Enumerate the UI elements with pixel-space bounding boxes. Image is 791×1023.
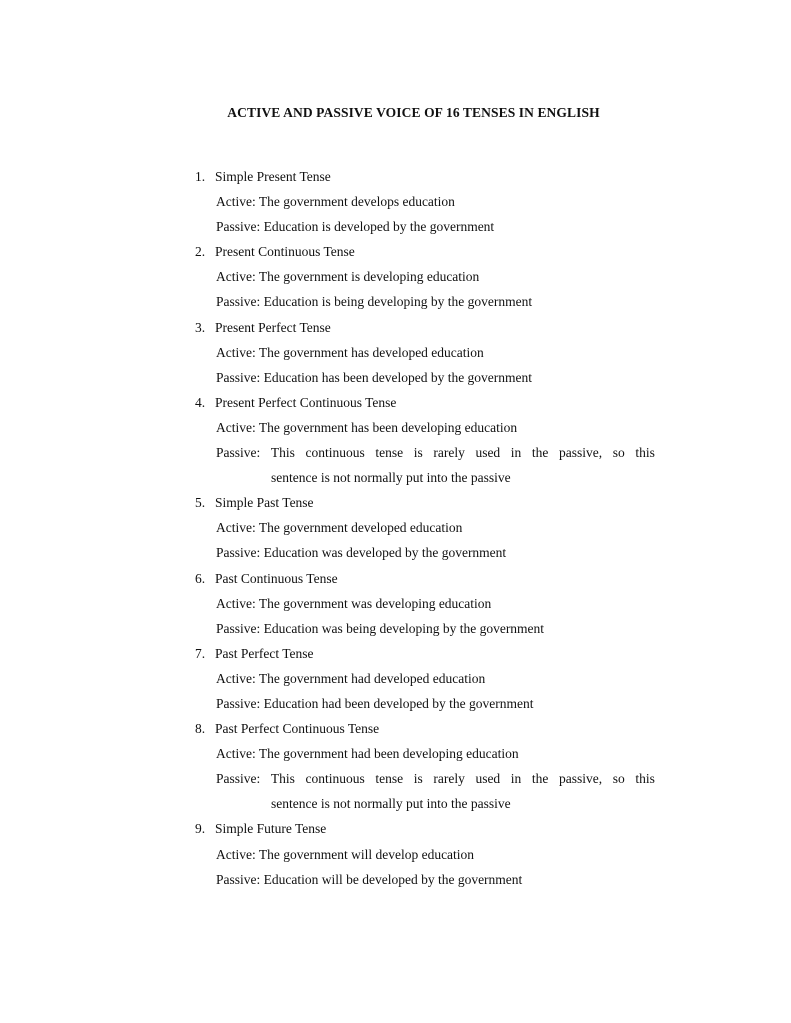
active-sentence: Active: The government will develop education <box>216 846 475 862</box>
active-sentence: Active: The government developed education <box>216 520 463 536</box>
tense-name: Past Perfect Tense <box>215 645 314 661</box>
tense-name: Present Continuous Tense <box>215 244 355 260</box>
list-number: 2. <box>195 244 206 260</box>
passive-sentence: Passive: Education is developed by the government <box>216 219 495 235</box>
tense-heading <box>195 820 655 845</box>
passive-word: continuous <box>305 771 365 787</box>
tense-name: Simple Present Tense <box>215 169 331 184</box>
passive-word: in <box>510 445 522 461</box>
page-title: ACTIVE AND PASSIVE VOICE OF 16 TENSES IN ENGLISH <box>227 105 600 120</box>
passive-word: Passive: <box>216 771 261 787</box>
passive-word: This <box>270 771 295 787</box>
tense-name: Past Continuous Tense <box>215 570 338 586</box>
list-number: 5. <box>195 495 206 511</box>
tense-heading <box>195 645 655 670</box>
passive-sentence: Passive: Education will be developed by the government <box>216 871 523 887</box>
passive-word: this <box>635 445 655 461</box>
active-sentence: Active: The government is developing education <box>216 269 480 285</box>
passive-word: passive, <box>559 445 603 461</box>
passive-word: used <box>475 445 501 461</box>
passive-word: passive, <box>559 771 603 787</box>
passive-sentence-continuation: sentence is not normally put into the passive <box>271 796 511 812</box>
passive-sentence: Passive: Education was developed by the government <box>216 545 507 561</box>
active-sentence: Active: The government had developed education <box>216 670 486 686</box>
passive-word: Passive: <box>216 445 261 461</box>
passive-word: continuous <box>305 445 365 461</box>
tense-heading <box>195 570 655 595</box>
passive-word: is <box>413 445 423 461</box>
tense-name: Simple Past Tense <box>215 495 314 511</box>
tense-name: Present Perfect Continuous Tense <box>215 394 397 410</box>
passive-word: in <box>510 771 522 787</box>
list-number: 3. <box>195 319 206 335</box>
tense-heading <box>195 243 655 268</box>
active-sentence: Active: The government develops education <box>216 194 455 210</box>
tense-name: Simple Future Tense <box>215 821 327 837</box>
passive-word: rarely <box>433 771 465 787</box>
passive-word: tense <box>375 445 404 461</box>
list-number: 7. <box>195 645 206 661</box>
passive-word: this <box>635 771 655 787</box>
passive-word: so <box>612 771 625 787</box>
active-sentence: Active: The government has been developing education <box>216 419 518 435</box>
active-sentence: Active: The government was developing education <box>216 595 492 611</box>
passive-sentence: Passive: Education has been developed by the government <box>216 369 533 385</box>
passive-sentence-continuation: sentence is not normally put into the passive <box>271 470 511 486</box>
passive-word: rarely <box>433 445 465 461</box>
list-number: 6. <box>195 570 206 586</box>
list-number: 4. <box>195 394 206 410</box>
passive-sentence: Passive: Education is being developing by the government <box>216 294 533 310</box>
tense-heading <box>195 168 655 193</box>
tense-heading <box>195 394 655 419</box>
passive-word: the <box>531 445 549 461</box>
list-number: 1. <box>195 169 206 184</box>
active-sentence: Active: The government has developed education <box>216 344 484 360</box>
tense-list <box>195 168 655 896</box>
active-sentence: Active: The government had been developing education <box>216 746 519 762</box>
list-number: 9. <box>195 821 206 837</box>
tense-name: Present Perfect Tense <box>215 319 331 335</box>
tense-heading <box>195 720 655 745</box>
passive-sentence-justified <box>195 770 655 795</box>
passive-word: is <box>413 771 423 787</box>
passive-word: This <box>270 445 295 461</box>
tense-heading <box>195 494 655 519</box>
passive-word: so <box>612 445 625 461</box>
tense-name: Past Perfect Continuous Tense <box>215 721 380 737</box>
passive-word: the <box>531 771 549 787</box>
passive-sentence-justified <box>195 444 655 469</box>
tense-heading <box>195 319 655 344</box>
passive-word: used <box>475 771 501 787</box>
passive-sentence: Passive: Education had been developed by the government <box>216 695 534 711</box>
passive-sentence: Passive: Education was being developing by the government <box>216 620 545 636</box>
passive-word: tense <box>375 771 404 787</box>
list-number: 8. <box>195 721 206 737</box>
